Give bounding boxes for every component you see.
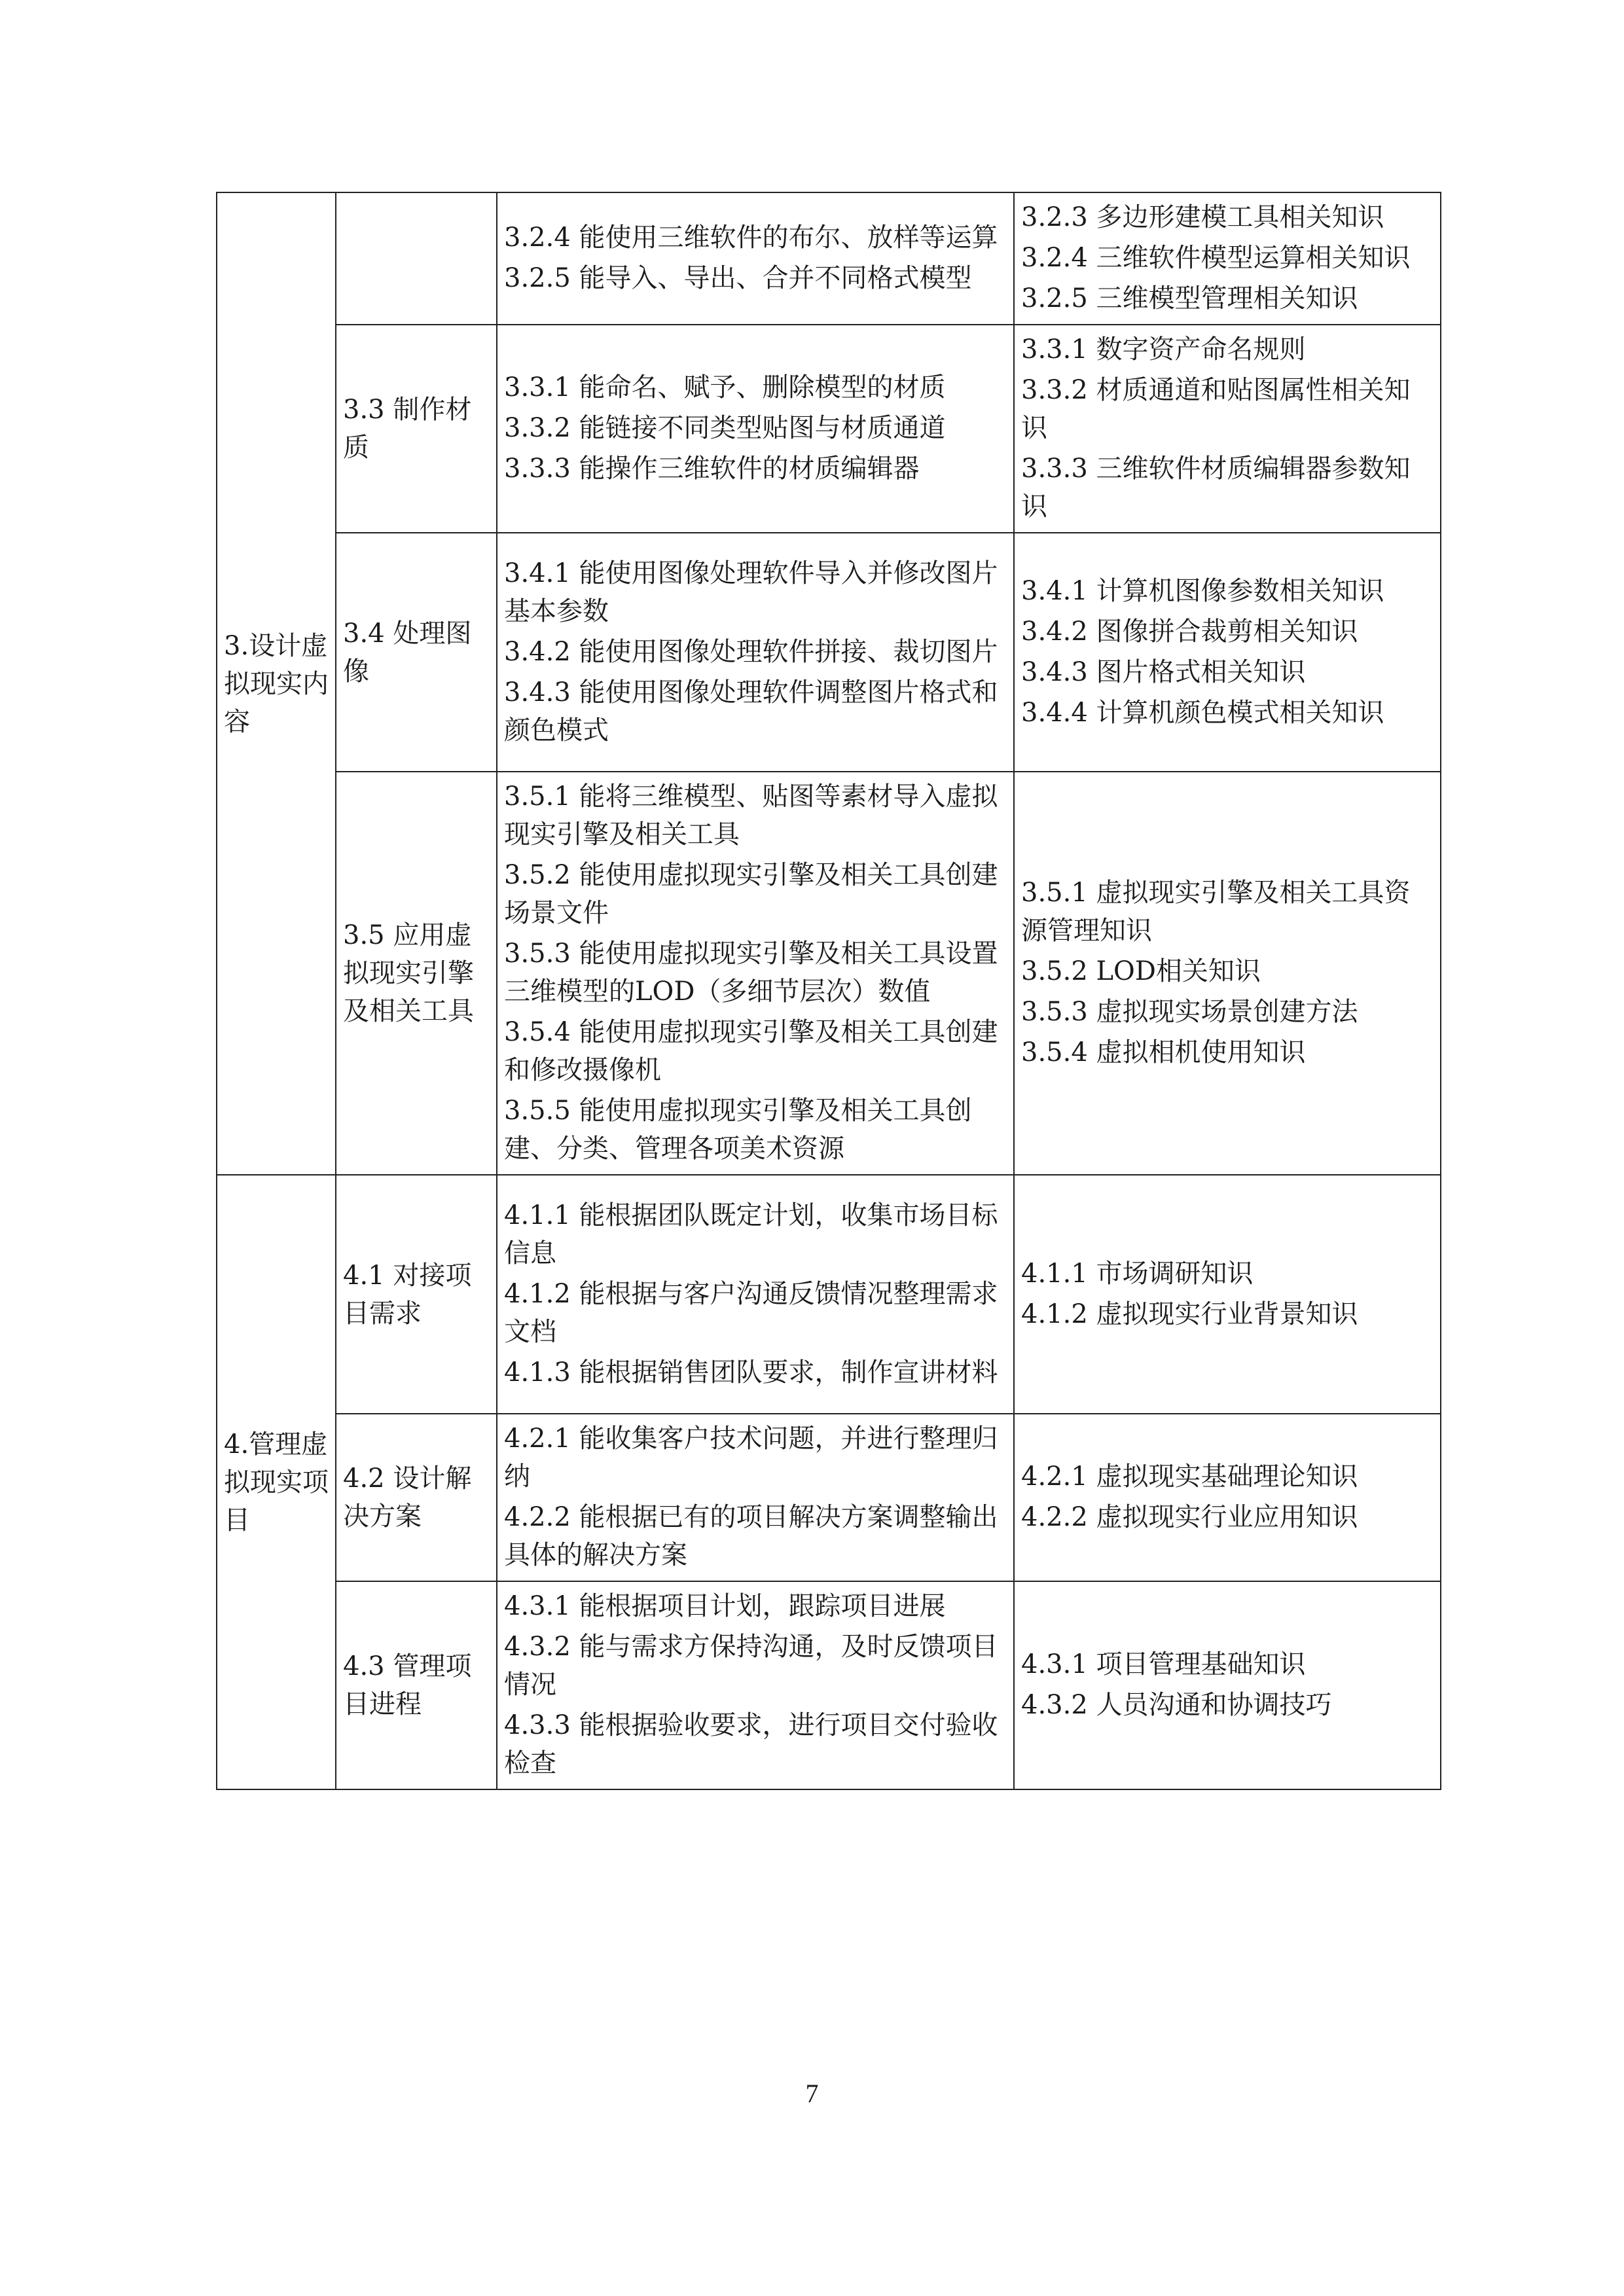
function-label: 4.管理虚拟现实项目	[224, 1429, 329, 1535]
knowledge-item: 4.1.2 虚拟现实行业背景知识	[1021, 1299, 1358, 1329]
skill-item: 4.3.1 能根据项目计划，跟踪项目进展	[504, 1591, 946, 1621]
unit-cell	[336, 1414, 497, 1581]
function-cell	[217, 1175, 336, 1789]
table-row	[217, 772, 1441, 1175]
unit-label: 3.3 制作材质	[343, 395, 472, 463]
knowledge-cell	[1014, 1581, 1441, 1789]
skill-cell	[497, 325, 1014, 533]
knowledge-item: 3.5.4 虚拟相机使用知识	[1021, 1037, 1306, 1067]
knowledge-cell	[1014, 533, 1441, 772]
table-row	[217, 1581, 1441, 1789]
page-number: 7	[805, 2079, 819, 2108]
skill-item: 4.1.2 能根据与客户沟通反馈情况整理需求文档	[504, 1278, 998, 1347]
skill-item: 4.3.2 能与需求方保持沟通，及时反馈项目情况	[504, 1632, 998, 1700]
skill-item: 3.5.2 能使用虚拟现实引擎及相关工具创建场景文件	[504, 860, 998, 928]
skill-item: 4.2.1 能收集客户技术问题，并进行整理归纳	[504, 1424, 998, 1492]
knowledge-item: 3.2.3 多边形建模工具相关知识	[1021, 202, 1384, 232]
skill-item: 3.4.3 能使用图像处理软件调整图片格式和颜色模式	[504, 677, 998, 745]
knowledge-item: 3.3.3 三维软件材质编辑器参数知识	[1021, 454, 1411, 522]
knowledge-item: 3.4.4 计算机颜色模式相关知识	[1021, 697, 1384, 728]
knowledge-item: 3.2.4 三维软件模型运算相关知识	[1021, 243, 1411, 273]
unit-cell	[336, 772, 497, 1175]
unit-label: 4.1 对接项目需求	[343, 1260, 472, 1329]
skill-cell	[497, 1414, 1014, 1581]
skill-cell	[497, 192, 1014, 325]
skill-item: 3.5.5 能使用虚拟现实引擎及相关工具创建、分类、管理各项美术资源	[504, 1096, 972, 1164]
knowledge-item: 3.5.3 虚拟现实场景创建方法	[1021, 997, 1358, 1027]
unit-cell	[336, 1581, 497, 1789]
skill-standards-table	[216, 192, 1441, 1790]
knowledge-cell	[1014, 1175, 1441, 1414]
knowledge-cell	[1014, 192, 1441, 325]
skill-item: 3.5.1 能将三维模型、贴图等素材导入虚拟现实引擎及相关工具	[504, 781, 998, 850]
table-row	[217, 533, 1441, 772]
unit-label: 3.4 处理图像	[343, 618, 472, 687]
knowledge-item: 4.1.1 市场调研知识	[1021, 1258, 1254, 1289]
knowledge-cell	[1014, 325, 1441, 533]
knowledge-item: 3.4.1 计算机图像参数相关知识	[1021, 575, 1384, 606]
table-row	[217, 192, 1441, 325]
skill-cell	[497, 1581, 1014, 1789]
unit-cell	[336, 533, 497, 772]
knowledge-item: 4.2.2 虚拟现实行业应用知识	[1021, 1502, 1358, 1532]
function-label: 3.设计虚拟现实内容	[224, 630, 329, 737]
skill-cell	[497, 1175, 1014, 1414]
skill-item: 3.5.3 能使用虚拟现实引擎及相关工具设置三维模型的LOD（多细节层次）数值	[504, 939, 998, 1007]
table-row	[217, 1414, 1441, 1581]
knowledge-item: 4.3.2 人员沟通和协调技巧	[1021, 1690, 1332, 1720]
unit-cell	[336, 325, 497, 533]
skill-item: 4.1.1 能根据团队既定计划，收集市场目标信息	[504, 1200, 998, 1268]
skill-item: 3.3.3 能操作三维软件的材质编辑器	[504, 454, 920, 484]
skill-item: 3.2.4 能使用三维软件的布尔、放样等运算	[504, 223, 998, 253]
skill-item: 3.4.1 能使用图像处理软件导入并修改图片基本参数	[504, 558, 998, 626]
skill-item: 4.2.2 能根据已有的项目解决方案调整输出具体的解决方案	[504, 1502, 998, 1570]
unit-cell	[336, 192, 497, 325]
unit-label: 4.2 设计解决方案	[343, 1463, 472, 1532]
knowledge-item: 3.4.2 图像拼合裁剪相关知识	[1021, 616, 1358, 647]
knowledge-item: 3.4.3 图片格式相关知识	[1021, 656, 1306, 687]
knowledge-item: 3.5.2 LOD相关知识	[1021, 956, 1261, 986]
skill-item: 3.3.2 能链接不同类型贴图与材质通道	[504, 413, 946, 443]
knowledge-item: 3.3.1 数字资产命名规则	[1021, 334, 1306, 365]
unit-cell	[336, 1175, 497, 1414]
skill-item: 4.1.3 能根据销售团队要求，制作宣讲材料	[504, 1357, 998, 1388]
skill-item: 4.3.3 能根据验收要求，进行项目交付验收检查	[504, 1710, 998, 1778]
knowledge-cell	[1014, 772, 1441, 1175]
skill-item: 3.5.4 能使用虚拟现实引擎及相关工具创建和修改摄像机	[504, 1017, 998, 1085]
table-row	[217, 325, 1441, 533]
skill-item: 3.4.2 能使用图像处理软件拼接、裁切图片	[504, 636, 998, 667]
knowledge-item: 3.2.5 三维模型管理相关知识	[1021, 283, 1358, 314]
knowledge-item: 3.5.1 虚拟现实引擎及相关工具资源管理知识	[1021, 878, 1411, 946]
skill-item: 3.3.1 能命名、赋予、删除模型的材质	[504, 372, 946, 403]
unit-label: 3.5 应用虚拟现实引擎及相关工具	[343, 920, 474, 1026]
skill-cell	[497, 772, 1014, 1175]
knowledge-item: 4.3.1 项目管理基础知识	[1021, 1649, 1306, 1679]
knowledge-item: 3.3.2 材质通道和贴图属性相关知识	[1021, 375, 1411, 443]
knowledge-cell	[1014, 1414, 1441, 1581]
skill-cell	[497, 533, 1014, 772]
knowledge-item: 4.2.1 虚拟现实基础理论知识	[1021, 1462, 1358, 1492]
skill-item: 3.2.5 能导入、导出、合并不同格式模型	[504, 263, 972, 293]
function-cell	[217, 192, 336, 1175]
table-row	[217, 1175, 1441, 1414]
unit-label: 4.3 管理项目进程	[343, 1651, 472, 1719]
